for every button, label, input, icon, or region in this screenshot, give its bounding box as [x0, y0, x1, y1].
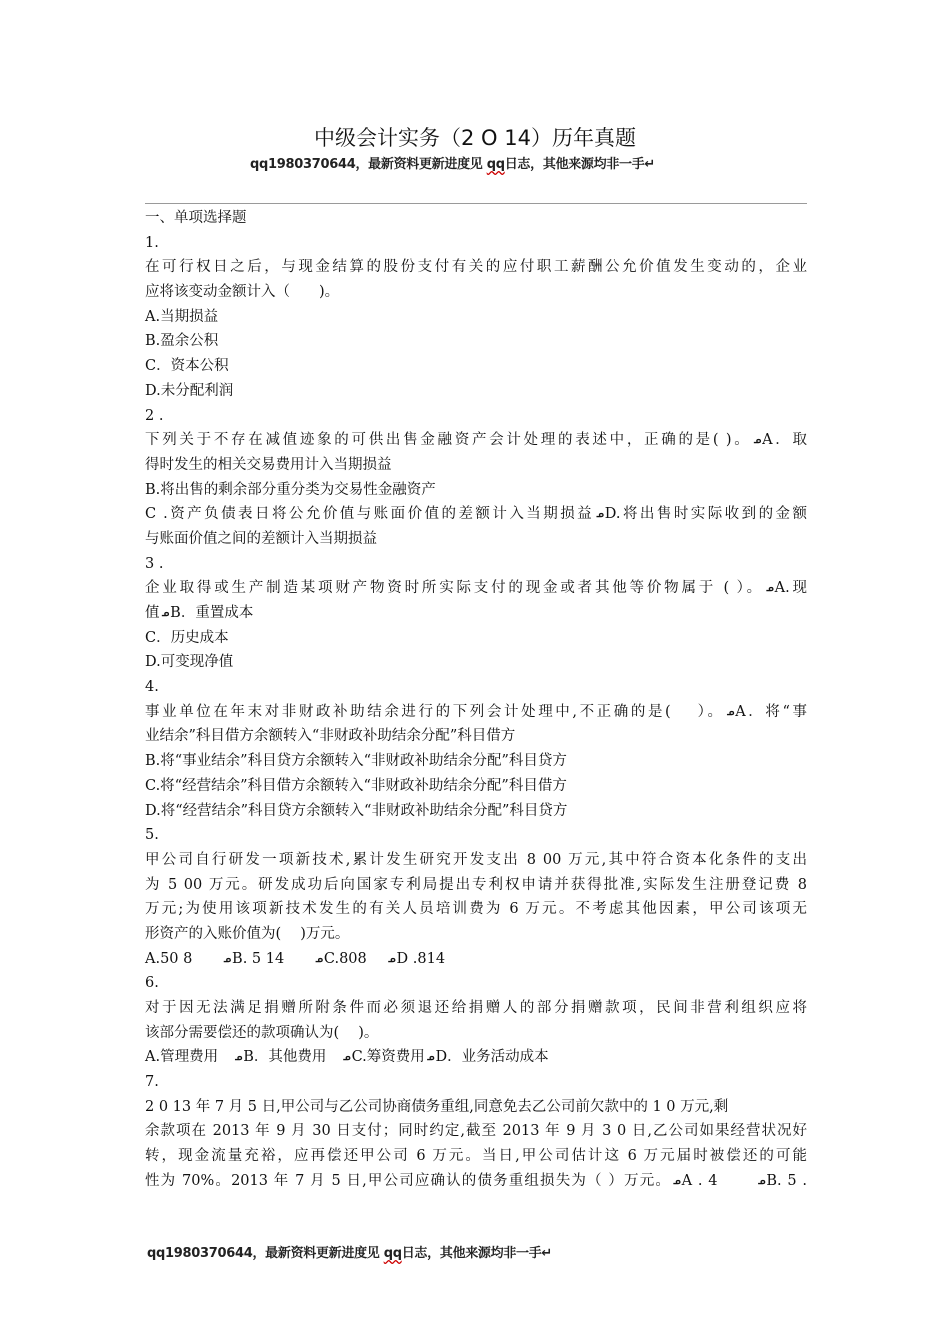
header-divider: [145, 203, 807, 204]
line-segment: 值: [145, 605, 160, 621]
line-segment: D．业务活动成本: [435, 1049, 549, 1066]
line-segment: B．其他费用: [243, 1049, 341, 1066]
paragraph-mark-icon: ᓄ: [596, 510, 604, 521]
line-segment: B．重置成本: [170, 605, 254, 621]
line-segment: A.管理费用: [145, 1049, 233, 1066]
line-segment: A．取: [762, 432, 807, 449]
text-line: 2 0 13 年 7 月 5 日,甲公司与乙公司协商债务重组,同意免去乙公司前欠款中的 1 0 万元,剩: [145, 1098, 729, 1115]
text-line: C．资本公积: [145, 358, 229, 375]
line-segment: 性为 70%。2013 年 7 月 5 日,甲公司应确认的债务重组损失为（ ）万元。: [145, 1172, 671, 1189]
text-line: C．历史成本: [145, 629, 229, 646]
text-line: 在可行权日之后，与现金结算的股份支付有关的应付职工薪酬公允价值发生变动的，企业: [145, 259, 807, 276]
paragraph-mark-icon: ᓄ: [673, 1176, 681, 1187]
paragraph-mark-icon: ᓄ: [342, 1053, 351, 1064]
paragraph-mark-icon: ᓄ: [223, 954, 232, 965]
watermark-suffix: 日志，其他来源均非一手: [401, 1246, 542, 1261]
line-segment: C.808: [323, 950, 386, 967]
text-line: B.将“事业结余”科目贷方余额转入“非财政补助结余分配”科目贷方: [145, 753, 567, 770]
line-segment: A．将“事: [735, 703, 807, 720]
paragraph-mark-icon: ᓄ: [315, 954, 323, 965]
paragraph-mark-icon: ᓄ: [234, 1053, 243, 1064]
text-line: 形资产的入账价值为( )万元。: [145, 925, 350, 942]
watermark-qq: qq: [486, 157, 505, 172]
question-body: [145, 206, 807, 1194]
text-line: D.将“经营结余”科目贷方余额转入“非财政补助结余分配”科目贷方: [145, 802, 568, 819]
text-line: A.当期损益: [145, 308, 219, 325]
text-line: 3 .: [145, 555, 164, 572]
line-segment: B. 5 .: [766, 1172, 807, 1189]
line-segment: B. 5 14: [232, 950, 314, 967]
line-segment: 事业单位在年末对非财政补助结余进行的下列会计处理中,不正确的是( ）。: [145, 703, 725, 720]
watermark-prefix: qq1980370644，最新资料更新进度见: [147, 1246, 384, 1261]
text-line: 6.: [145, 975, 159, 992]
text-line: 一、单项选择题: [145, 210, 247, 226]
text-line: [145, 947, 807, 972]
text-line: [145, 576, 807, 601]
text-line: 对于因无法满足捐赠所附条件而必须退还给捐赠人的部分捐赠款项，民间非营利组织应将: [145, 1000, 807, 1016]
line-segment: 企业取得或生产制造某项财产物资时所实际支付的现金或者其他等价物属于 ( ）。: [145, 580, 764, 597]
paragraph-mark-icon: ᓄ: [726, 707, 735, 718]
text-line: 2 .: [145, 407, 164, 424]
text-line: 业结余”科目借方余额转入“非财政补助结余分配”科目借方: [145, 728, 516, 745]
paragraph-mark-icon: ᓄ: [387, 954, 396, 965]
text-line: 与账面价值之间的差额计入当期损益: [145, 530, 377, 547]
line-segment: D.将出售时实际收到的金额: [604, 506, 808, 523]
return-mark-icon: ↵: [644, 157, 656, 172]
text-line: [145, 1169, 807, 1194]
text-line: 该部分需要偿还的款项确认为( )。: [145, 1024, 379, 1041]
line-segment: A . 4: [681, 1172, 756, 1189]
line-segment: C.筹资费用: [351, 1049, 425, 1066]
document-title: 中级会计实务（2 O 14）历年真题: [314, 126, 636, 150]
text-line: [145, 1045, 807, 1070]
text-line: 余款项在 2013 年 9 月 30 日支付；同时约定,截至 2013 年 9 月 3 0 日,乙公司如果经营状况好: [145, 1123, 807, 1140]
text-line: D.未分配利润: [145, 382, 234, 399]
text-line: D.可变现净值: [145, 654, 234, 671]
paragraph-mark-icon: ᓄ: [426, 1053, 435, 1064]
text-line: 得时发生的相关交易费用计入当期损益: [145, 456, 392, 473]
watermark-suffix: 日志，其他来源均非一手: [504, 157, 645, 172]
text-line: 5.: [145, 827, 159, 844]
return-mark-icon: ↵: [541, 1246, 553, 1261]
line-segment: 下列关于不存在减值迹象的可供出售金融资产会计处理的表述中，正确的是( )。: [145, 432, 752, 449]
text-line: 为 5 00 万元。研发成功后向国家专利局提出专利权申请并获得批准,实际发生注册登记费 8: [145, 876, 807, 893]
watermark-prefix: qq1980370644，最新资料更新进度见: [250, 157, 487, 172]
line-segment: A.50 8: [145, 950, 222, 967]
text-line: 转，现金流量充裕，应再偿还甲公司 6 万元。当日,甲公司估计这 6 万元届时被偿还的可能: [145, 1148, 807, 1165]
text-line: [145, 601, 807, 626]
text-line: B.盈余公积: [145, 333, 219, 350]
paragraph-mark-icon: ᓄ: [161, 609, 170, 619]
text-line: [145, 502, 807, 527]
paragraph-mark-icon: ᓄ: [765, 584, 774, 595]
watermark-qq: qq: [383, 1246, 402, 1261]
text-line: 万元;为使用该项新技术发生的有关人员培训费为 6 万元。不考虑其他因素，甲公司该项无: [145, 901, 807, 918]
text-line: 1.: [145, 234, 159, 251]
text-line: 甲公司自行研发一项新技术,累计发生研究开发支出 8 00 万元,其中符合资本化条件的支出: [145, 851, 807, 868]
text-line: B.将出售的剩余部分重分类为交易性金融资产: [145, 481, 436, 498]
text-line: 应将该变动金额计入（ )。: [145, 284, 340, 301]
text-line: C.将“经营结余”科目借方余额转入“非财政补助结余分配”科目借方: [145, 777, 567, 794]
text-line: 4.: [145, 679, 159, 696]
line-segment: C .资产负债表日将公允价值与账面价值的差额计入当期损益: [145, 506, 595, 523]
paragraph-mark-icon: ᓄ: [757, 1176, 766, 1187]
header-watermark: [250, 153, 655, 172]
line-segment: A.现: [774, 580, 807, 597]
line-segment: D .814: [396, 950, 446, 967]
footer-watermark: [147, 1242, 552, 1261]
text-line: [145, 428, 807, 453]
text-line: [145, 700, 807, 725]
text-line: 7.: [145, 1074, 159, 1091]
paragraph-mark-icon: ᓄ: [753, 436, 762, 447]
